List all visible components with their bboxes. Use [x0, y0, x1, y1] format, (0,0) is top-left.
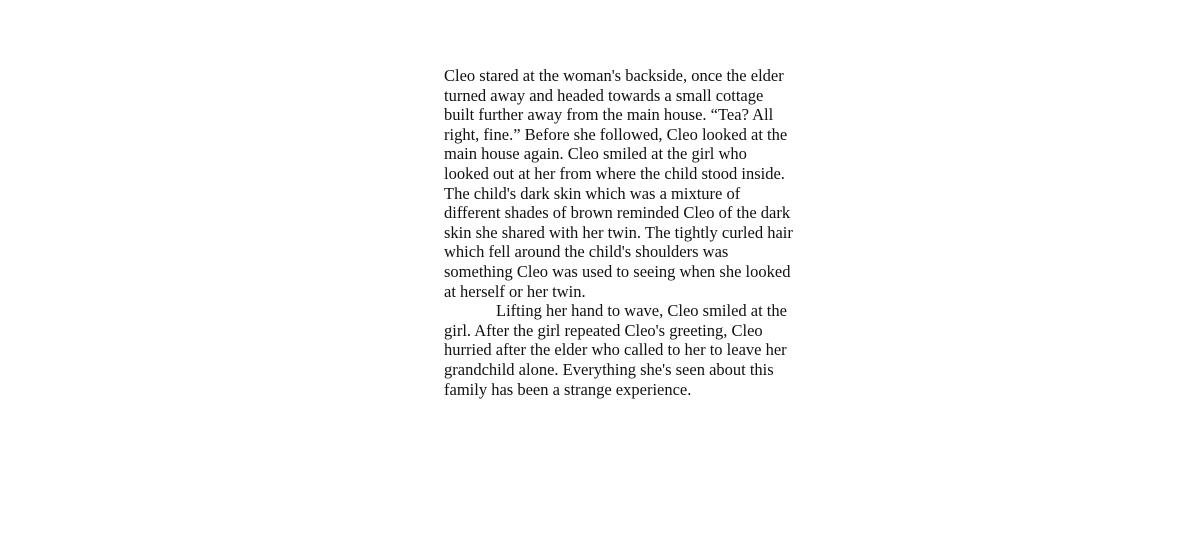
text-line: main house again. Cleo smiled at the girl who — [444, 144, 747, 164]
text-line: at herself or her twin. — [444, 281, 586, 301]
paragraph-1 — [444, 66, 844, 301]
text-line: hurried after the elder who called to her to leave her — [444, 340, 787, 360]
text-line: different shades of brown reminded Cleo of the dark — [444, 203, 791, 223]
text-line: right, fine.” Before she followed, Cleo looked at the — [444, 124, 788, 144]
text-line: family has been a strange experience. — [444, 379, 692, 399]
document-body — [444, 66, 844, 399]
text-line: The child's dark skin which was a mixture of — [444, 183, 741, 203]
text-line: which fell around the child's shoulders was — [444, 242, 729, 262]
paragraph-2 — [444, 301, 844, 399]
text-line: girl. After the girl repeated Cleo's greeting, Cleo — [444, 320, 763, 340]
text-line: built further away from the main house. “Tea? All — [444, 105, 774, 125]
text-line: grandchild alone. Everything she's seen about this — [444, 359, 774, 379]
text-line: skin she shared with her twin. The tightly curled hair — [444, 222, 793, 242]
text-line: looked out at her from where the child stood inside. — [444, 163, 785, 183]
text-line: turned away and headed towards a small cottage — [444, 85, 764, 105]
text-line: Cleo stared at the woman's backside, once the elder — [444, 66, 784, 85]
text-line-indented: Lifting her hand to wave, Cleo smiled at the — [496, 301, 787, 321]
text-line: something Cleo was used to seeing when she looked — [444, 261, 791, 281]
